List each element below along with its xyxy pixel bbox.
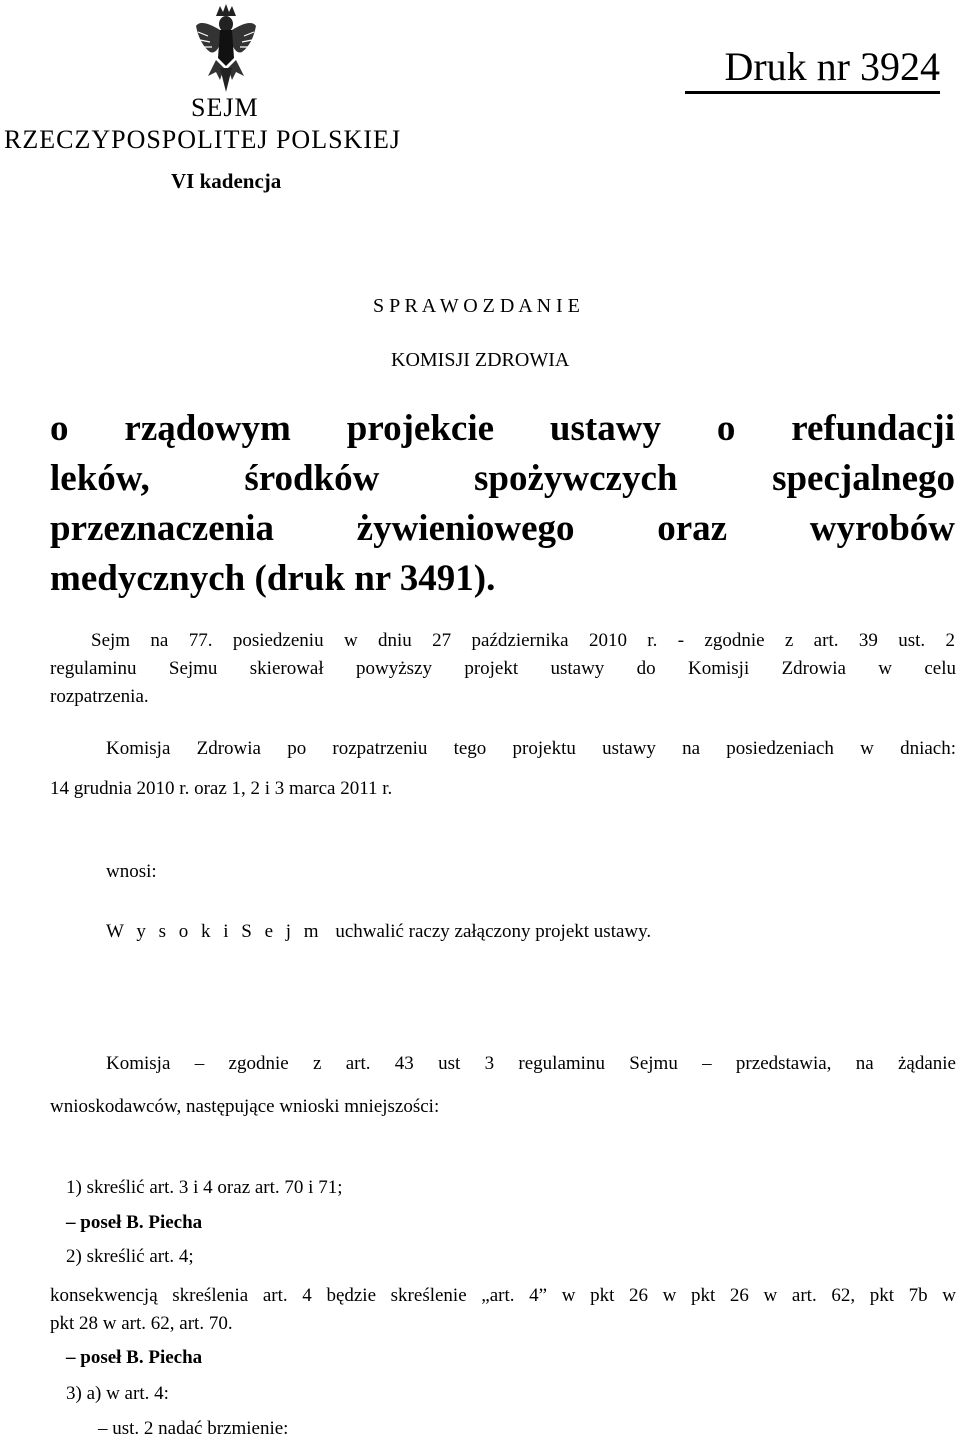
print-number: Druk nr 3924 xyxy=(724,44,940,89)
report-title-line: przeznaczenia żywieniowego oraz wyrobów xyxy=(50,508,955,549)
minority-intro-line: wnioskodawców, następujące wnioski mniejszości: xyxy=(50,1096,440,1117)
motion-verb: wnosi: xyxy=(106,861,157,882)
report-title-line: o rządowym projekcie ustawy o refundacji xyxy=(50,408,955,449)
parliamentary-term: VI kadencja xyxy=(171,169,282,193)
referral-paragraph-line: Sejm na 77. posiedzeniu w dniu 27 października 2010 r. - zgodnie z art. 39 ust. 2 xyxy=(91,630,955,651)
motion-item: 3) a) w art. 4: xyxy=(66,1383,169,1404)
motion-author: – poseł B. Piecha xyxy=(66,1209,202,1236)
sejm-request xyxy=(106,918,651,945)
request-text: uchwalić raczy załączony projekt ustawy. xyxy=(335,921,652,942)
polish-eagle-emblem-icon xyxy=(192,2,260,94)
consideration-paragraph-line: Komisja Zdrowia po rozpatrzeniu tego projektu ustawy na posiedzeniach w dniach: xyxy=(106,738,956,759)
motion-item: 2) skreślić art. 4; xyxy=(66,1246,194,1267)
minority-intro-line: Komisja – zgodnie z art. 43 ust 3 regulaminu Sejmu – przedstawia, na żądanie xyxy=(106,1053,956,1074)
referral-paragraph-line: rozpatrzenia. xyxy=(50,686,149,707)
chamber-name-line1: SEJM xyxy=(191,93,259,122)
print-number-box xyxy=(685,40,940,94)
chamber-name-line2: RZECZYPOSPOLITEJ POLSKIEJ xyxy=(4,125,401,154)
report-title-line: leków, środków spożywczych specjalnego xyxy=(50,458,955,499)
committee-name: KOMISJI ZDROWIA xyxy=(391,349,570,371)
motion-subitem: – ust. 2 nadać brzmienie: xyxy=(98,1415,288,1442)
referral-paragraph-line: regulaminu Sejmu skierował powyższy projekt ustawy do Komisji Zdrowia w celu xyxy=(50,658,956,679)
motion-note-line: konsekwencją skreślenia art. 4 będzie skreślenie „art. 4” w pkt 26 w pkt 26 w art. 62, pkt 7b w xyxy=(50,1285,956,1306)
motion-note-line: pkt 28 w art. 62, art. 70. xyxy=(50,1313,233,1334)
report-title-line: medycznych (druk nr 3491). xyxy=(50,558,496,599)
motion-item: 1) skreślić art. 3 i 4 oraz art. 70 i 71; xyxy=(66,1177,343,1198)
motion-author: – poseł B. Piecha xyxy=(66,1344,202,1371)
high-sejm-address: W y s o k i S e j m xyxy=(106,921,323,942)
report-kind: S P R A W O Z D A N I E xyxy=(373,295,580,317)
consideration-paragraph-line: 14 grudnia 2010 r. oraz 1, 2 i 3 marca 2011 r. xyxy=(50,778,393,799)
